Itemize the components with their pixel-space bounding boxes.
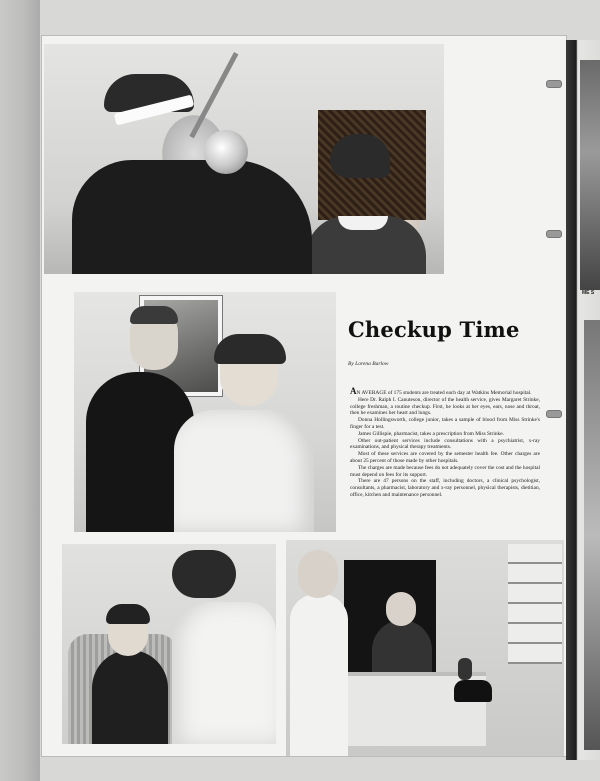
student-collar [338, 216, 388, 230]
pharmacist-head [298, 550, 338, 598]
student-head [386, 592, 416, 626]
article-paragraph: Most of these services are covered by the semester health fee. Other charges are about 25 percent of those made by other hospitals. [350, 451, 540, 464]
article-byline: By Lorena Barlow [348, 361, 389, 367]
adjacent-page-text: ME S [582, 290, 595, 296]
article-paragraph: The charges are made because fees do not adequately cover the cost and the hospital must depend on fees for its support. [350, 464, 540, 478]
student-dress [174, 410, 314, 532]
article-title: Checkup Time [348, 317, 520, 342]
binding-edge [0, 0, 40, 781]
adjacent-page-edge [566, 40, 600, 760]
adjacent-photo-bottom [584, 320, 600, 750]
lead-text: N AVERAGE of 175 students are treated each day at Watkins Memorial hospital. [356, 390, 532, 396]
medicine-shelf [508, 544, 562, 664]
article-paragraph: James Gillispie, pharmacist, takes a prescription from Miss Strinke. [358, 430, 504, 437]
photo-doctor-with-student [74, 292, 336, 532]
binder-ring [546, 410, 562, 418]
photo-pharmacy [286, 540, 564, 756]
examination-lamp [204, 130, 248, 174]
article-paragraph: Donna Hollingsworth, college junior, takes a sample of blood from Miss Strinke's finger for a test. [350, 417, 540, 430]
pharmacist-coat [290, 594, 348, 756]
article-paragraph: Other out-patient services include consultations with a psychiatrist, x-ray examinations, and physical therapy treatments. [350, 437, 540, 451]
binder-ring [546, 230, 562, 238]
desk-lamp [458, 658, 472, 680]
article-lead-paragraph [350, 388, 540, 397]
drop-cap: A [350, 386, 357, 396]
lamp-arm [189, 52, 238, 138]
article-paragraph: There are 47 persons on the staff, including doctors, a clinical psychologist, consultants, a pharmacist, laboratory and x-ray personnel, physical therapists, dietitian, office, kitchen and maintenance personnel. [350, 478, 540, 498]
student-hair [214, 334, 286, 364]
binder-ring [546, 80, 562, 88]
student-hair [106, 604, 150, 624]
adjacent-photo-top [580, 60, 600, 290]
telephone [454, 680, 492, 702]
article-body [350, 388, 540, 499]
student-hair [330, 134, 390, 178]
technician-uniform [172, 602, 276, 744]
photo-blood-sample [62, 544, 276, 744]
doctor-coat [72, 160, 312, 274]
technician-hair [172, 550, 236, 598]
doctor-hair [130, 306, 178, 324]
student-dress [92, 650, 168, 744]
article-paragraph: Here Dr. Ralph I. Canuteson, director of the health service, gives Margaret Strinke, college freshman, a routine checkup. First, he looks at her eyes, ears, nose and throat, then he examines her heart and lungs. [350, 396, 540, 417]
student-seated [372, 620, 432, 676]
photo-doctor-examining-student [44, 44, 444, 274]
